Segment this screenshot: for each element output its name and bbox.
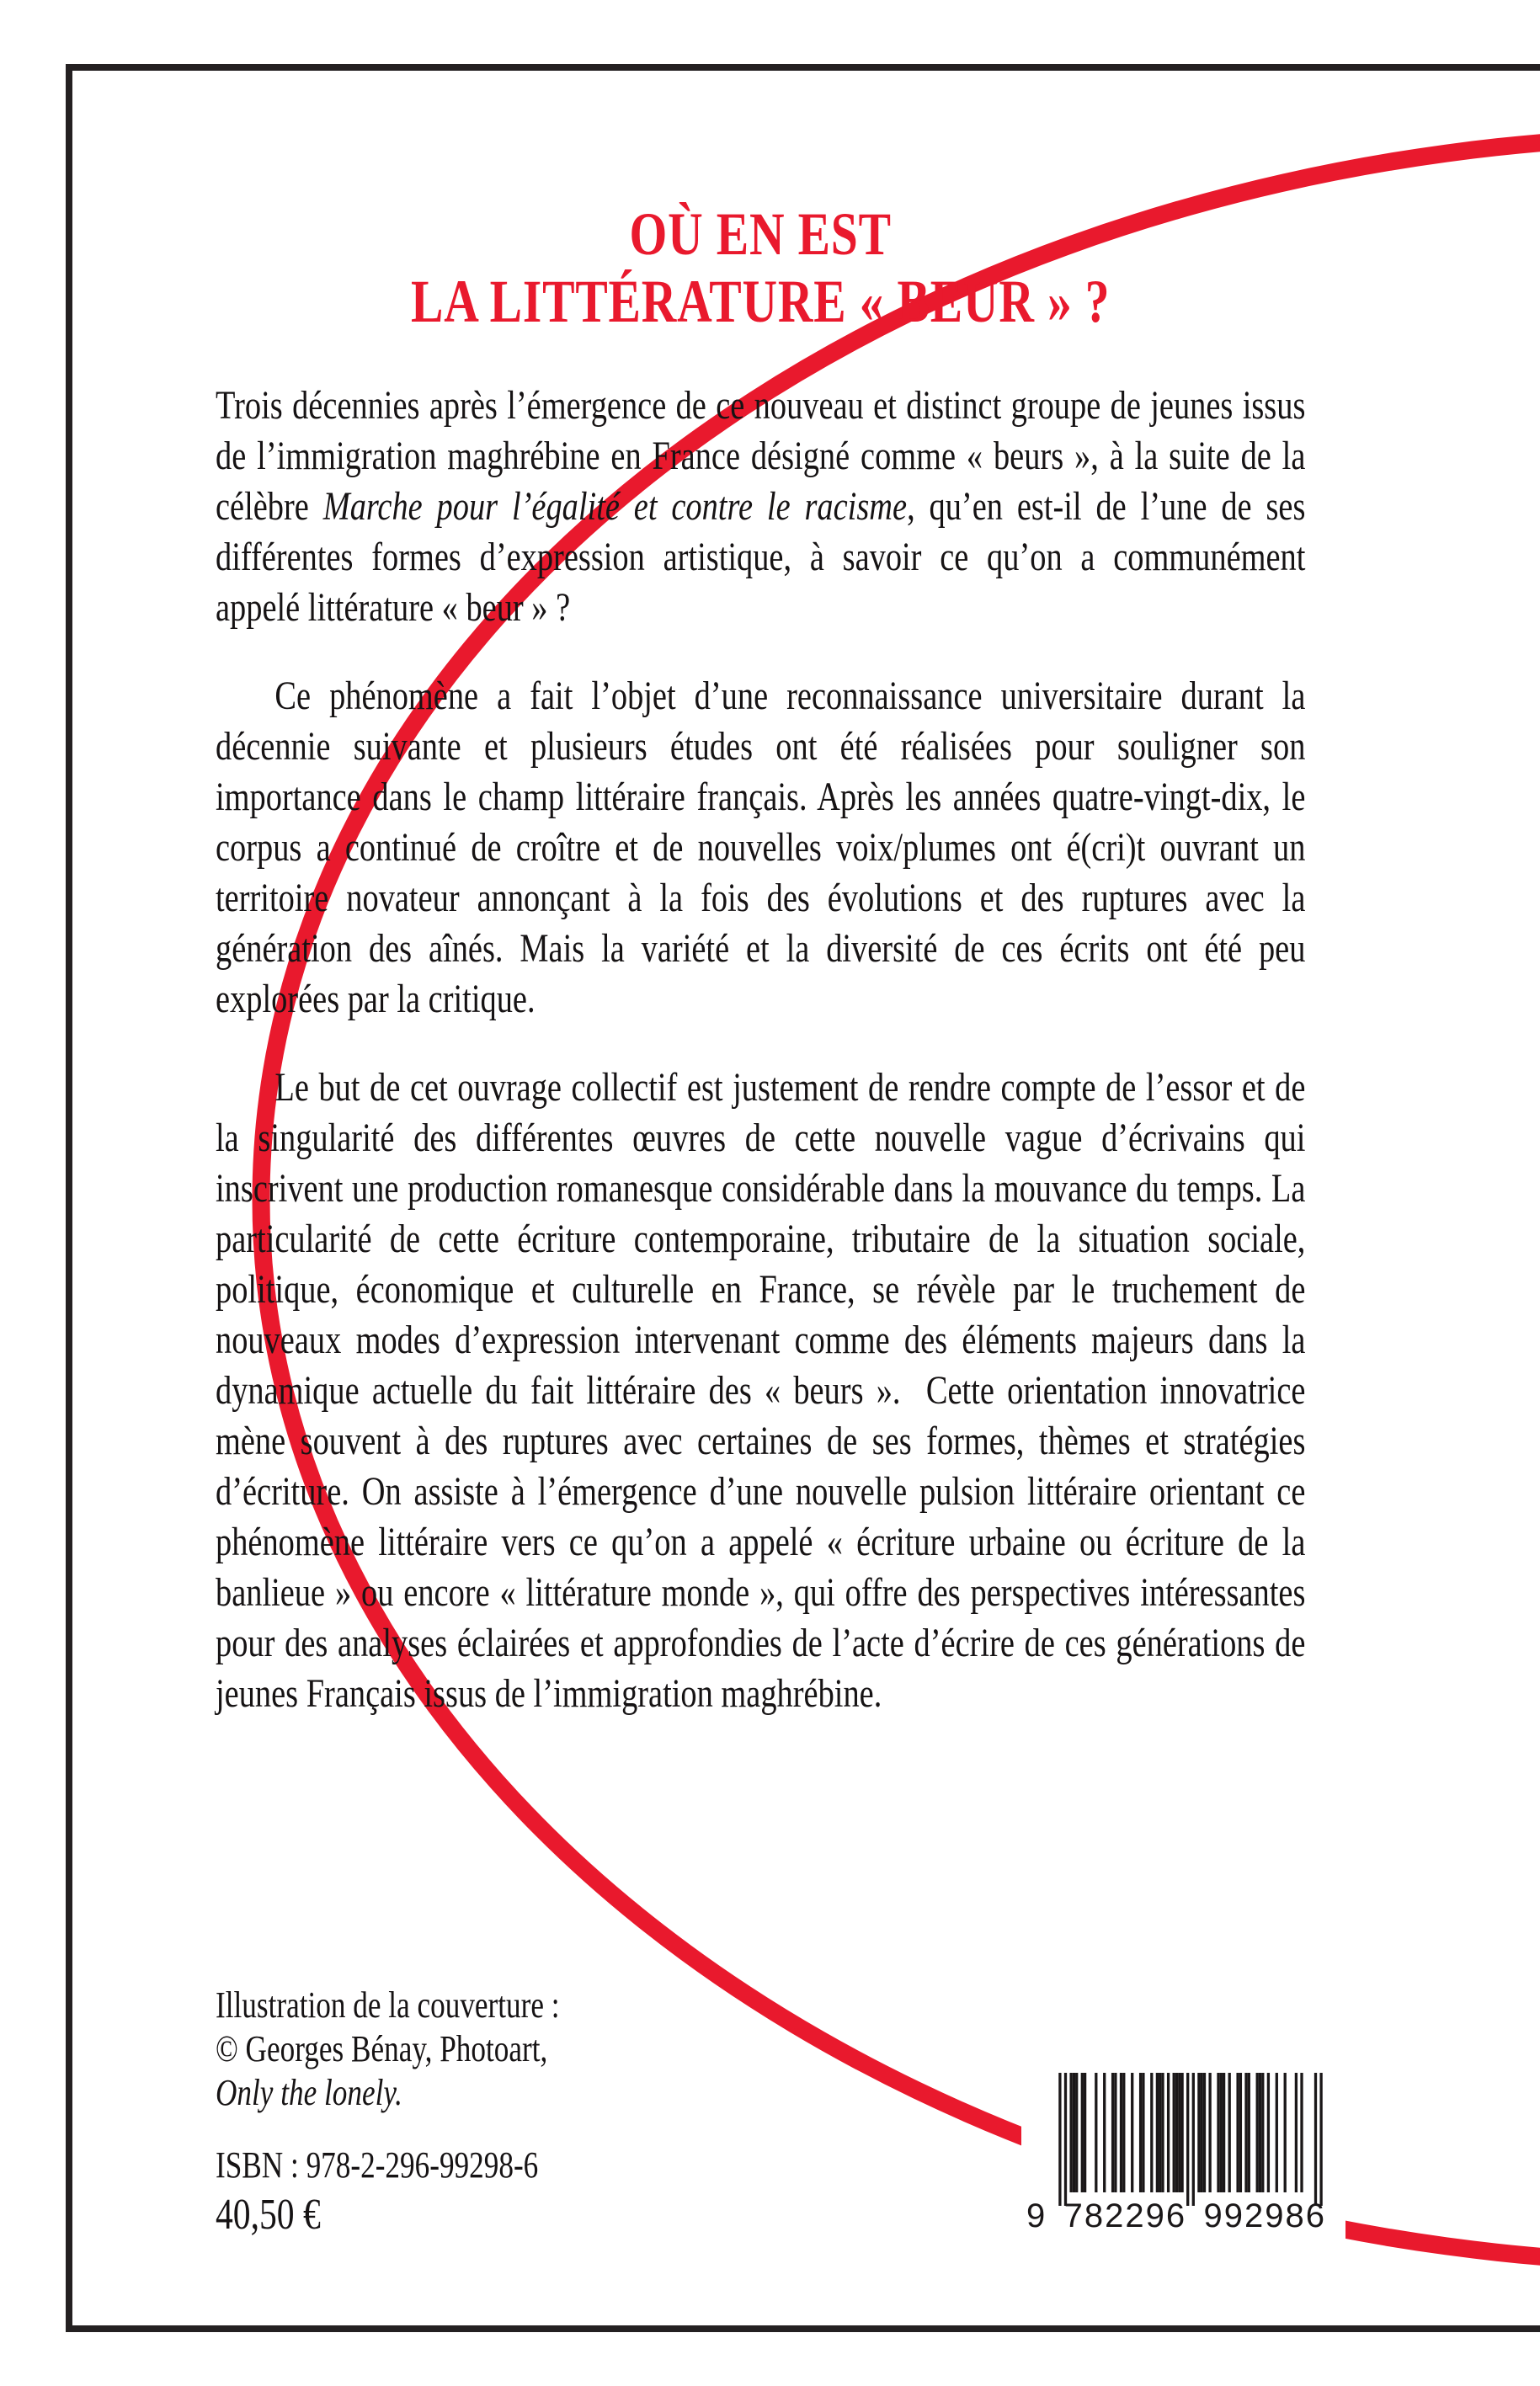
back-cover-text [216,381,1305,1719]
barcode-digits-group2: 992986 [1203,2197,1326,2234]
barcode-digit-left: 9 [1026,2197,1047,2234]
credit-line-1: Illustration de la couverture : [216,1984,560,2026]
price: 40,50 € [216,2191,321,2239]
barcode-digits-group1: 782296 [1063,2197,1187,2234]
title-line-1: OÙ EN EST [629,200,892,268]
paragraph-3: Le but de cet ouvrage collectif est justement de rendre compte de l’essor et de la singularité des différentes œuvres de cette nouvelle vague d’écrivains qui inscrivent une production romanesque considérable dans la mouvance du temps. La particularité de cette écriture contemporaine, tributaire de la situation sociale, politique, économique et culturelle en France, se révèle par le truchement de nouveaux modes d’expression intervenant comme des éléments majeurs dans la dynamique actuelle du fait littéraire des « beurs ». Cette orientation innovatrice mène souvent à des ruptures avec certaines de ses formes, thèmes et stratégies d’écriture. On assiste à l’émergence d’une nouvelle pulsion littéraire orientant ce phénomène littéraire vers ce qu’on a appelé « écriture urbaine ou écriture de la banlieue » ou encore « littérature monde », qui offre des perspectives intéressantes pour des analyses éclairées et approfondies de l’acte d’écrire de ces générations de jeunes Français issus de l’immigration maghrébine. [216,1065,1306,1716]
paragraph-2: Ce phénomène a fait l’objet d’une reconnaissance universitaire durant la décennie suivante et plusieurs études ont été réalisées pour souligner son importance dans le champ littéraire français. Après les années quatre-vingt-dix, le corpus a continué de croître et de nouvelles voix/plumes ont é(cri)t ouvrant un territoire novateur annonçant à la fois des évolutions et des ruptures avec la génération des aînés. Mais la variété et la diversité de ces écrits ont été peu explorées par la critique. [216,674,1306,1021]
credit-line-3-artwork-title: Only the lonely. [216,2072,402,2113]
credit-line-2: © Georges Bénay, Photoart, [216,2028,548,2069]
cover-illustration-credit [216,1984,560,2115]
title-line-2: LA LITTÉRATURE « BEUR » ? [411,268,1111,335]
isbn: ISBN : 978-2-296-99298-6 [216,2144,539,2186]
page-title [216,200,1305,335]
text-column [216,0,1305,2386]
paragraph-1: Trois décennies après l’émergence de ce nouveau et distinct groupe de jeunes issus de l’immigration maghrébine en France désigné comme « beurs », à la suite de la célèbre Marche pour l’égalité et contre le racisme, qu’en est-il de l’une de ses différentes formes d’expression artistique, à savoir ce qu’on a communément appelé littérature « beur » ? [216,383,1306,630]
